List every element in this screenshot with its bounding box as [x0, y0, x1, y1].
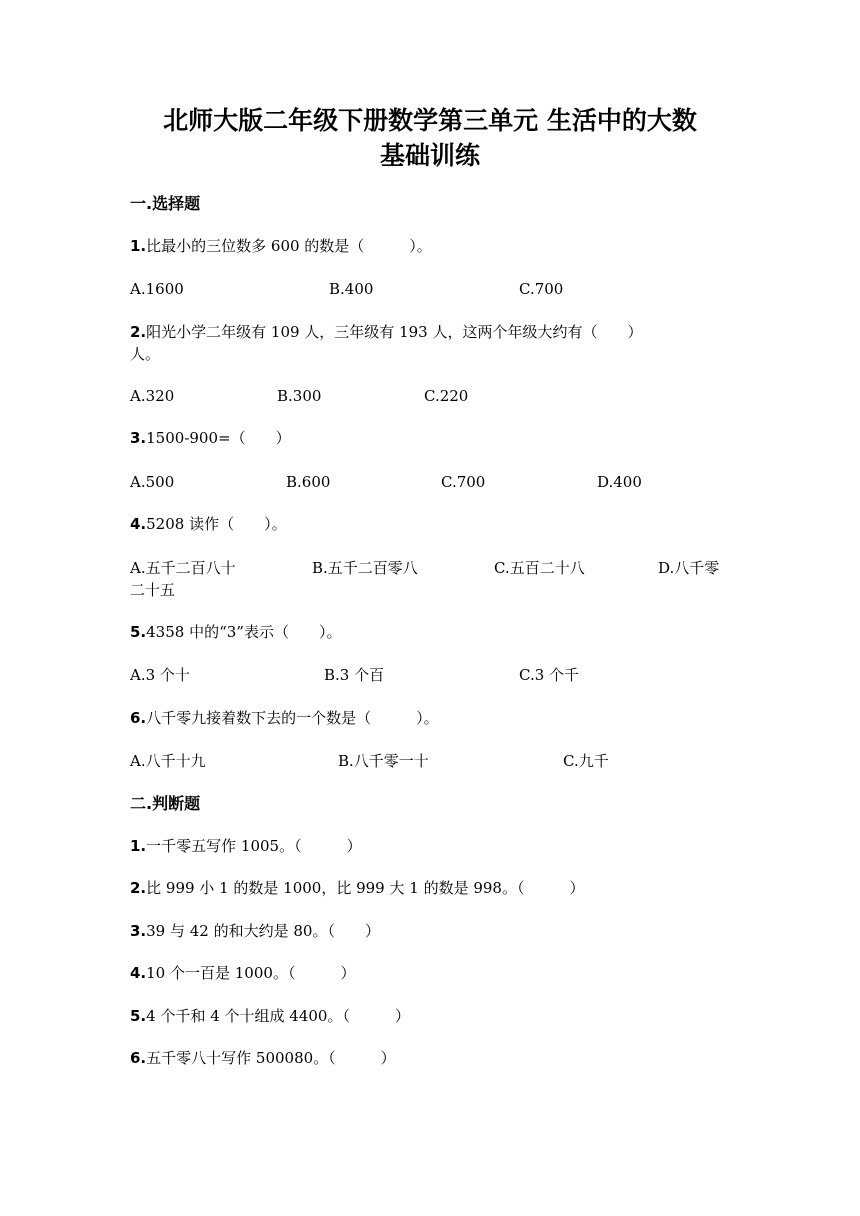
question-number: 5.	[130, 623, 147, 641]
option-b: B.五千二百零八	[312, 559, 418, 577]
option-b: B.3 个百	[324, 666, 385, 684]
question-2-continuation: 人。	[130, 345, 161, 363]
option-c: C.220	[424, 387, 469, 405]
option-a: A.500	[130, 473, 175, 491]
judgment-question-5	[130, 1005, 410, 1027]
question-3	[130, 427, 291, 449]
option-c: C.700	[441, 473, 486, 491]
question-number: 3.	[130, 429, 147, 447]
question-4	[130, 513, 287, 535]
option-b: B.400	[329, 280, 374, 298]
question-1	[130, 235, 432, 257]
question-number: 5.	[130, 1007, 147, 1025]
question-number: 4.	[130, 515, 147, 533]
question-text: 比最小的三位数多 600 的数是（ ）。	[146, 237, 432, 255]
option-a: A.3 个十	[130, 666, 190, 684]
question-number: 2.	[130, 879, 147, 897]
question-6	[130, 707, 439, 729]
question-text: 五千零八十写作 500080。（ ）	[146, 1049, 396, 1067]
option-d: D.八千零	[658, 559, 720, 577]
worksheet-title: 北师大版二年级下册数学第三单元 生活中的大数	[163, 106, 697, 135]
question-text: 5208 读作（ ）。	[146, 515, 287, 533]
option-c: C.五百二十八	[494, 559, 585, 577]
question-text: 4358 中的“3”表示（ ）。	[146, 623, 342, 641]
worksheet-subtitle: 基础训练	[379, 141, 480, 170]
option-c: C.3 个千	[519, 666, 580, 684]
question-text: 39 与 42 的和大约是 80。（ ）	[146, 922, 380, 940]
option-a: A.1600	[130, 280, 184, 298]
option-b: B.八千零一十	[338, 752, 429, 770]
option-b: B.600	[286, 473, 331, 491]
option-a: A.320	[130, 387, 175, 405]
question-2	[130, 321, 642, 343]
question-text: 4 个千和 4 个十组成 4400。（ ）	[146, 1007, 410, 1025]
option-d-continuation: 二十五	[130, 581, 176, 599]
question-text: 八千零九接着数下去的一个数是（ ）。	[146, 709, 439, 727]
judgment-question-6	[130, 1047, 396, 1069]
question-text: 阳光小学二年级有 109 人，三年级有 193 人，这两个年级大约有（ ）	[146, 323, 643, 341]
question-number: 3.	[130, 922, 147, 940]
option-a: A.八千十九	[130, 752, 206, 770]
option-b: B.300	[277, 387, 322, 405]
question-number: 6.	[130, 1049, 147, 1067]
question-5	[130, 621, 341, 643]
judgment-question-4	[130, 962, 355, 984]
question-text: 比 999 小 1 的数是 1000，比 999 大 1 的数是 998。（ ）	[146, 879, 585, 897]
judgment-question-3	[130, 920, 380, 942]
question-text: 一千零五写作 1005。（ ）	[146, 837, 362, 855]
question-text: 1500-900=（ ）	[146, 429, 291, 447]
question-text: 10 个一百是 1000。（ ）	[146, 964, 356, 982]
question-number: 4.	[130, 964, 147, 982]
question-number: 1.	[130, 837, 147, 855]
question-number: 1.	[130, 237, 147, 255]
question-number: 2.	[130, 323, 147, 341]
section-heading-choice: 一.选择题	[130, 194, 201, 213]
option-c: C.九千	[563, 752, 609, 770]
question-number: 6.	[130, 709, 147, 727]
option-d: D.400	[597, 473, 642, 491]
judgment-question-1	[130, 835, 362, 857]
option-c: C.700	[519, 280, 564, 298]
section-heading-judgment: 二.判断题	[130, 794, 201, 813]
judgment-question-2	[130, 877, 584, 899]
option-a: A.五千二百八十	[130, 559, 236, 577]
